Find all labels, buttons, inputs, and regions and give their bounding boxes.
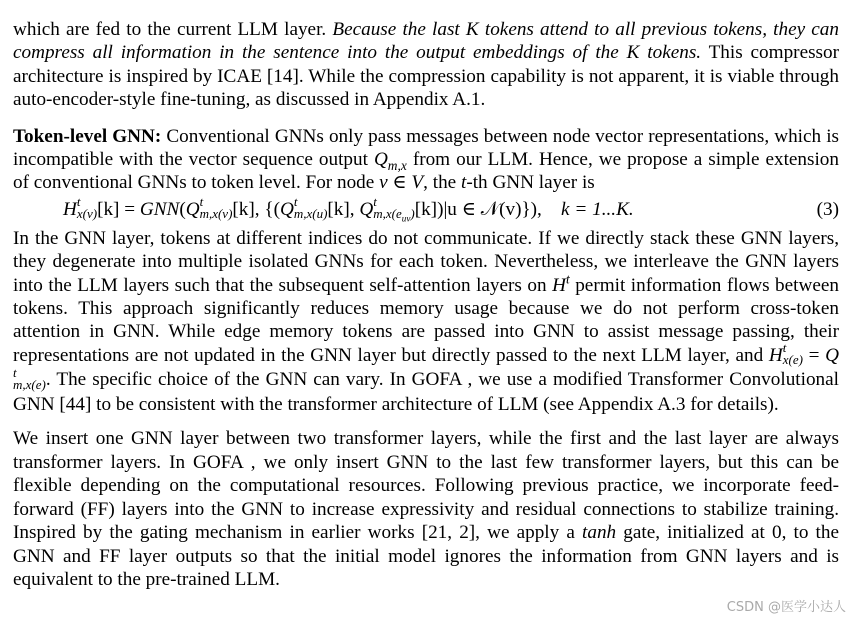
p4-text-1: We insert one GNN layer between two transformer layers, while the first and the last layer are always transformer layers. In GOFA , we only insert GNN to the last few transformer layers, but this can be flexible depending on the computational resources. Following previous practice, we incorporate feed-forward (FF) layers into the GNN to increase expressivity and residual connections to stabilize training. Inspired by the gating mechanism in earlier works [21, 2], we apply a [13,428,839,544]
p2-text-3: , the [423,172,461,194]
p1-italic-claim: Because the last K tokens attend to all previous tokens, they can compress all information in the sentence into the output embeddings of the K tokens. [13,19,839,64]
p1-text-1: which are fed to the current LLM layer. [13,19,333,40]
math-tanh: tanh [582,522,617,544]
paragraph-insert-gnn [13,427,839,591]
csdn-watermark: CSDN @医学小达人 [726,600,846,615]
paper-page [13,18,839,591]
p4-text-2: gate, initialized at 0, to the GNN and FF layer outputs so that the initial model ignores the information from GNN layers and is equivalent to the pre-trained LLM. [13,522,839,590]
math-q-mx: $Q_{m,x}$ [373,149,407,173]
p3-text-3: . The specific choice of the GNN can vary. In GOFA , we use a modified Transformer Convolutional GNN [44] to be consistent with the transformer architecture of LLM (see Appendix A.3 for details). [13,369,839,416]
math-h-xe-eq-q: H t x(e) = Q t m,x(e) [13,340,839,393]
p3-text-1: In the GNN layer, tokens at different indices do not communicate. If we directly stack these GNN layers, they degenerate into multiple isolated GNNs for each token. Nevertheless, we interleave the GNN layers into the LLM layers such that the subsequent self-attention layers on [13,227,839,296]
paragraph-gnn-interleave [13,227,839,417]
equation-3 [13,195,839,225]
equation-number: (3) [816,198,839,220]
math-t: t [460,172,467,194]
p2-text-4: -th GNN layer is [466,172,595,194]
p2-text-1: Conventional GNNs only pass messages between node vector representations, which is incompatible with the vector sequence output [13,125,839,171]
math-h-t: $H^t$ [552,271,570,296]
p2-text-2: from our LLM. Hence, we propose a simple extension of conventional GNNs to token level. For node [13,149,839,194]
paragraph-token-gnn [13,125,839,195]
paragraph-compressor [13,18,839,112]
math-v-in-V: v ∈ V [379,172,424,194]
p3-text-2: permit information flows between tokens. This approach significantly reduces memory usage because we do not perform cross-token attention in GNN. While edge memory tokens are passed into GNN to assist message passing, their representations are not updated in the GNN layer but directly passed to the next LLM layer, and [13,274,839,366]
p1-text-2: This compressor architecture is inspired by ICAE [14]. While the compression capability is not apparent, it is viable through auto-encoder-style fine-tuning, as discussed in Appendix A.1. [13,42,839,111]
equation-body: H t x(v) [k] = GNN(Q t m,x(v) [k], {(Q t m,x(u) [k], Q t $m,x(e_{uv})$ [k])|u ∈ 𝒩(v)}), k = 1...K. [63,194,634,225]
section-heading: Token-level GNN: [13,125,162,147]
